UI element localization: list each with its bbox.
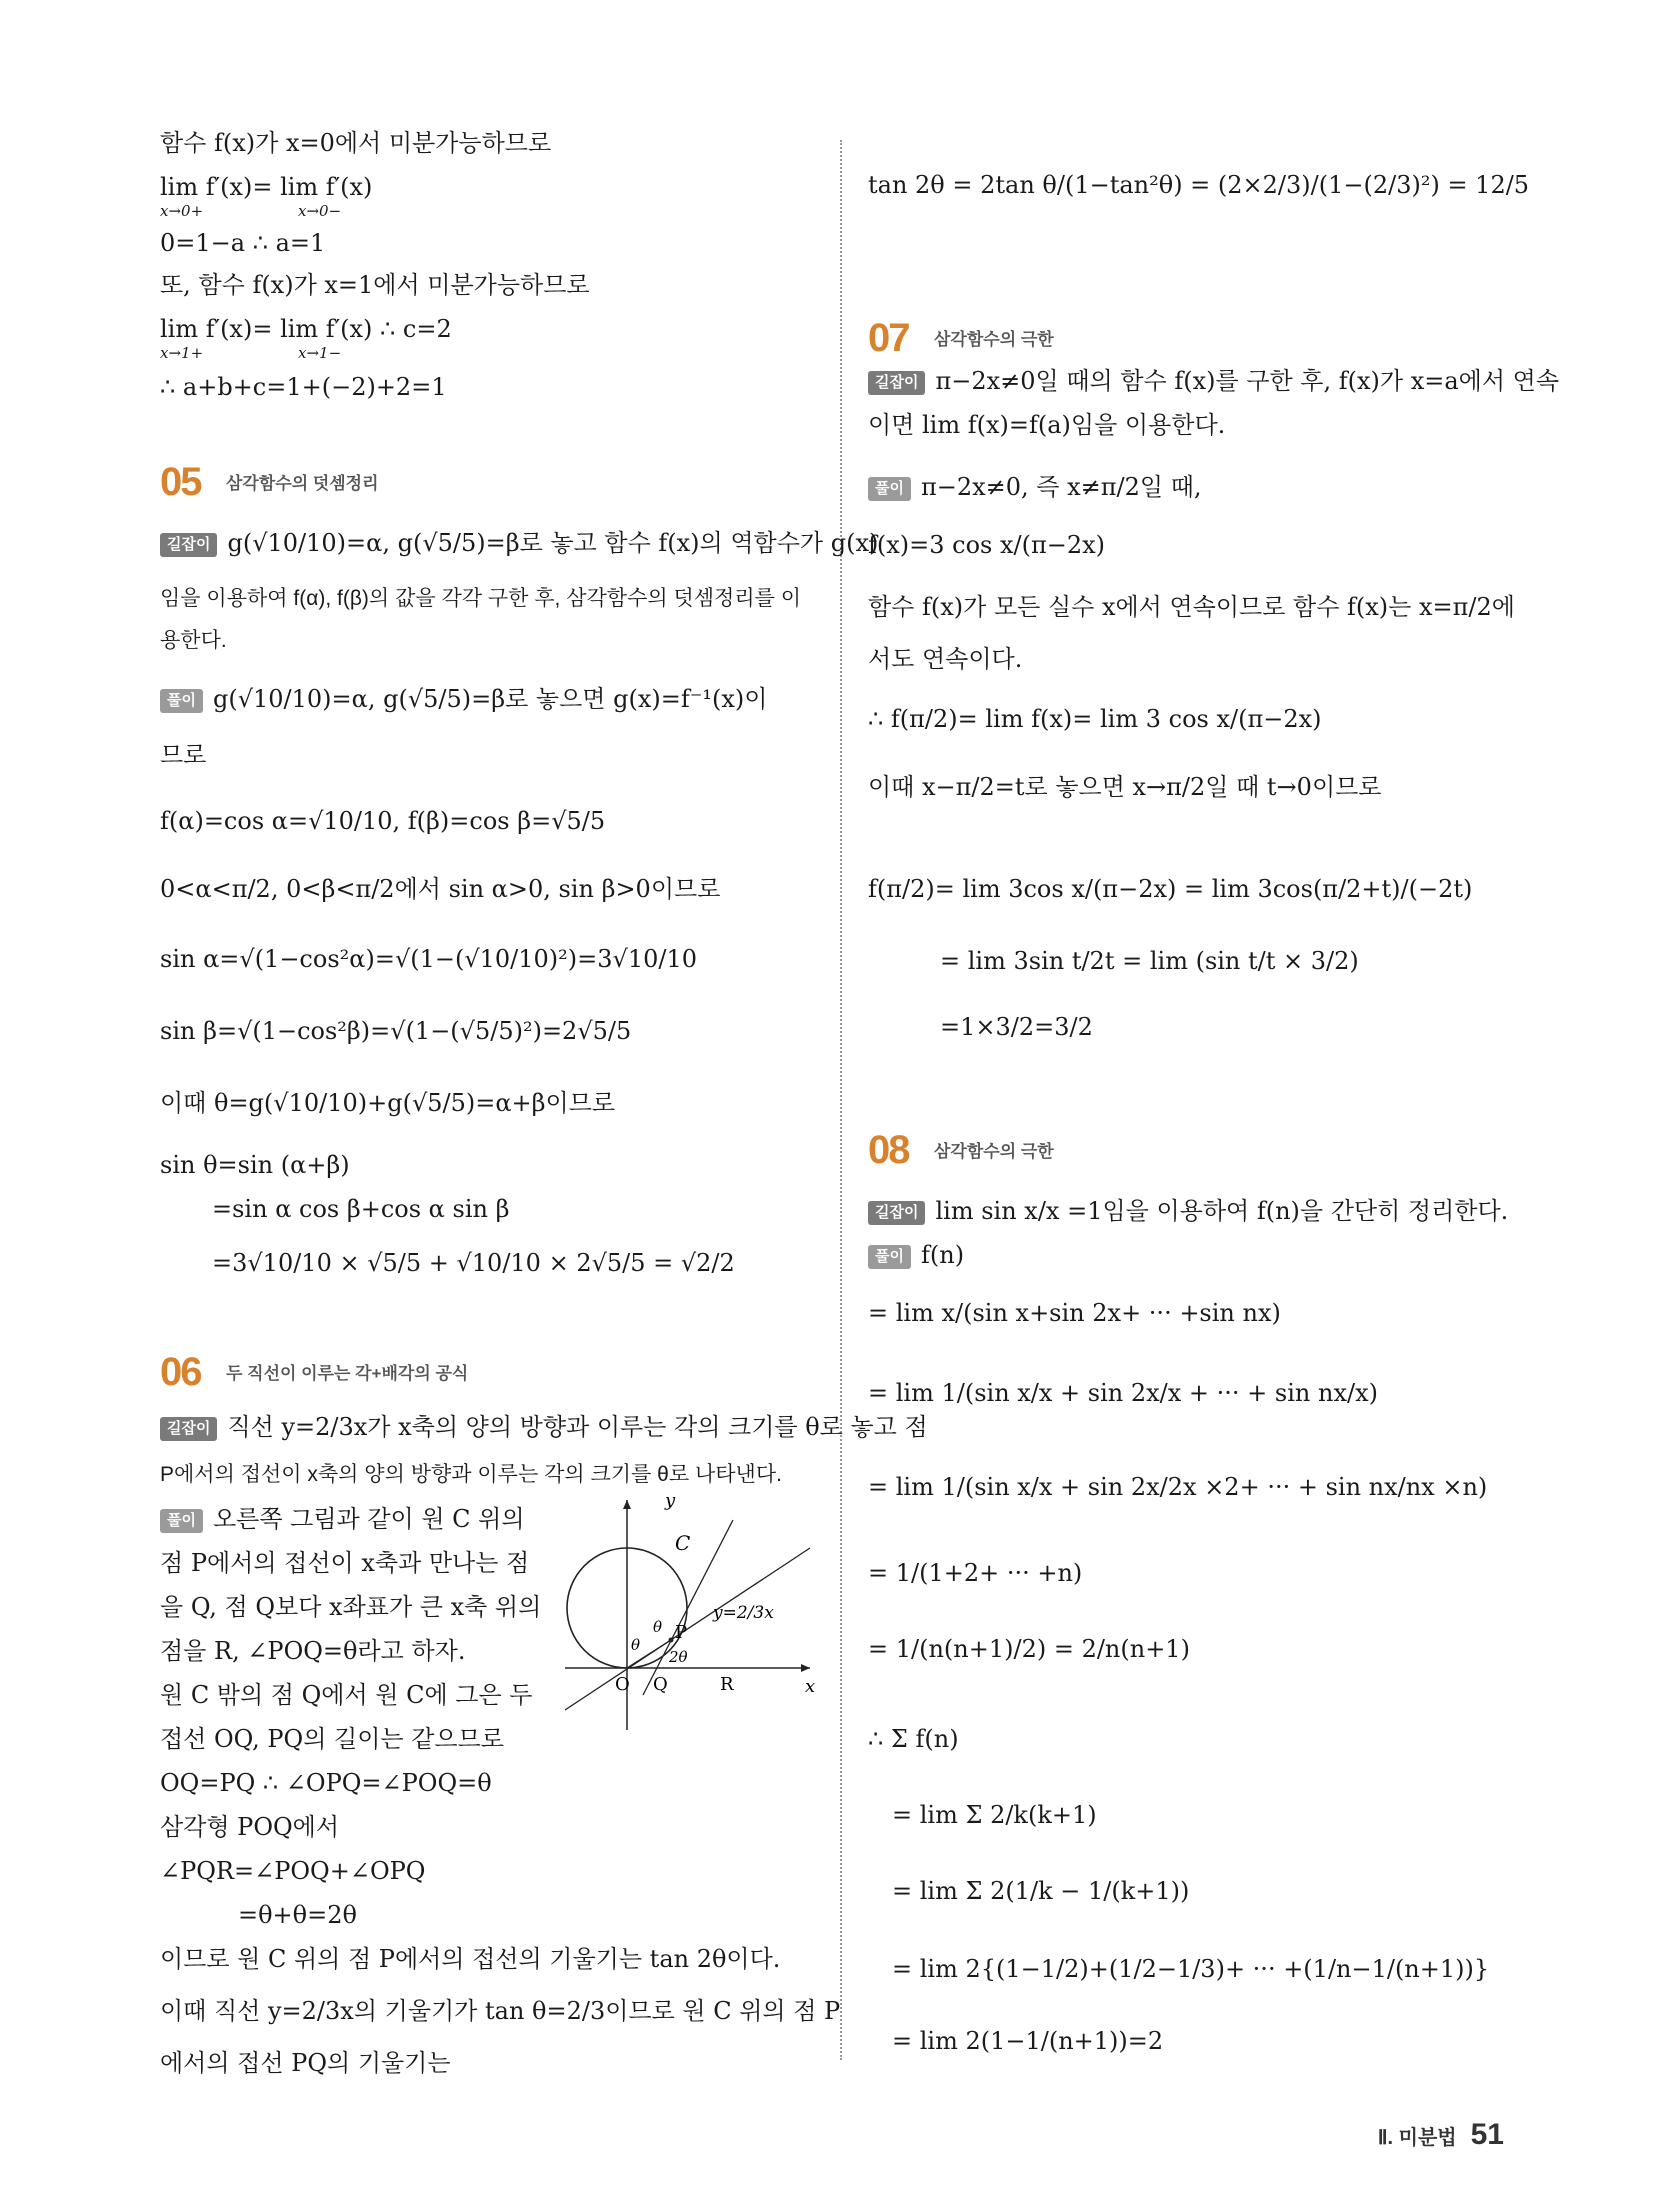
solution-tag: 풀이 — [868, 477, 911, 501]
solution-text: π−2x≠0, 즉 x≠π/2일 때, — [920, 473, 1202, 501]
equation: lim f′(x)= lim f′(x) ∴ c=2 — [160, 315, 452, 343]
text-line: 이때 직선 y=2/3x의 기울기가 tan θ=2/3이므로 원 C 위의 점 P — [160, 1997, 841, 2025]
label-theta: θ — [653, 1618, 663, 1636]
line-y-2-3x — [565, 1548, 810, 1710]
text-line: 서도 연속이다. — [868, 645, 1023, 673]
hint-text: 임을 이용하여 f(α), f(β)의 값을 각각 구한 후, 삼각함수의 덧셈정리를 이 — [160, 587, 802, 610]
section-title: 삼각함수의 덧셈정리 — [226, 474, 379, 493]
equation: = lim 1/(sin x/x + sin 2x/x + ··· + sin nx/x) — [868, 1379, 1378, 1407]
hint-text: 용한다. — [160, 629, 227, 652]
text-line: 점을 R, ∠POQ=θ라고 하자. — [160, 1637, 466, 1665]
equation: lim f′(x)= lim f′(x) — [160, 173, 373, 201]
hint-text: 이면 lim f(x)=f(a)임을 이용한다. — [868, 411, 1226, 439]
equation: = lim Σ 2(1/k − 1/(k+1)) — [892, 1877, 1190, 1905]
text-line: 함수 f(x)가 모든 실수 x에서 연속이므로 함수 f(x)는 x=π/2에 — [868, 593, 1515, 621]
equation: = 1/(n(n+1)/2) = 2/n(n+1) — [868, 1635, 1190, 1663]
label-q: Q — [653, 1674, 668, 1695]
column-divider — [840, 140, 842, 2060]
label-y: y — [665, 1490, 676, 1511]
hint-text: 직선 y=2/3x가 x축의 양의 방향과 이루는 각의 크기를 θ로 놓고 점 — [227, 1413, 928, 1441]
equation: sin θ=sin (α+β) — [160, 1151, 350, 1179]
hint-line — [868, 366, 1559, 396]
hint-tag: 길잡이 — [160, 533, 217, 557]
equation: f(α)=cos α=√10/10, f(β)=cos β=√5/5 — [160, 807, 606, 835]
equation: ∴ a+b+c=1+(−2)+2=1 — [160, 373, 447, 401]
equation: f(x)=3 cos x/(π−2x) — [868, 531, 1106, 559]
equation: = lim 3sin t/2t = lim (sin t/t × 3/2) — [940, 947, 1359, 975]
label-line: y=2/3x — [713, 1603, 774, 1623]
solution-tag: 풀이 — [160, 1509, 203, 1533]
solution-line — [160, 1504, 525, 1534]
lim-sub: x→0+ — [160, 202, 204, 220]
equation: OQ=PQ ∴ ∠OPQ=∠POQ=θ — [160, 1769, 492, 1797]
page-footer — [1378, 2118, 1504, 2152]
label-p: P — [675, 1622, 688, 1643]
equation: =1×3/2=3/2 — [940, 1013, 1093, 1041]
label-2theta: 2θ — [669, 1648, 688, 1666]
lim-sub: x→1− — [298, 344, 342, 362]
label-c: C — [675, 1531, 691, 1555]
equation: 0=1−a ∴ a=1 — [160, 229, 326, 257]
label-x: x — [805, 1676, 815, 1697]
text-line: 또, 함수 f(x)가 x=1에서 미분가능하므로 — [160, 271, 590, 299]
equation: 0<α<π/2, 0<β<π/2에서 sin α>0, sin β>0이므로 — [160, 875, 721, 903]
x-axis-arrow — [801, 1664, 810, 1672]
text-line: 에서의 접선 PQ의 기울기는 — [160, 2049, 451, 2077]
hint-text: lim sin x/x =1임을 이용하여 f(n)을 간단히 정리한다. — [935, 1197, 1509, 1225]
section-title: 삼각함수의 극한 — [934, 330, 1054, 349]
hint-line — [868, 1196, 1508, 1226]
section-number: 05 — [160, 460, 201, 504]
text-line: 이므로 원 C 위의 점 P에서의 접선의 기울기는 tan 2θ이다. — [160, 1945, 781, 1973]
equation: 이때 θ=g(√10/10)+g(√5/5)=α+β이므로 — [160, 1089, 616, 1117]
section-title: 삼각함수의 극한 — [934, 1142, 1054, 1161]
label-theta: θ — [631, 1636, 641, 1654]
text-line: 을 Q, 점 Q보다 x좌표가 큰 x축 위의 — [160, 1593, 542, 1621]
label-r: R — [720, 1674, 734, 1695]
equation: =θ+θ=2θ — [238, 1901, 357, 1929]
circle-tangent-figure — [565, 1490, 815, 1740]
text-line: 원 C 밖의 점 Q에서 원 C에 그은 두 — [160, 1681, 533, 1709]
equation: 이때 x−π/2=t로 놓으면 x→π/2일 때 t→0이므로 — [868, 773, 1382, 801]
section-title: 두 직선이 이루는 각+배각의 공식 — [226, 1364, 469, 1383]
hint-line — [160, 1412, 928, 1442]
text-line: 접선 OQ, PQ의 길이는 같으므로 — [160, 1725, 504, 1753]
y-axis-arrow — [623, 1500, 631, 1509]
solution-tag: 풀이 — [160, 689, 203, 713]
hint-text: π−2x≠0일 때의 함수 f(x)를 구한 후, f(x)가 x=a에서 연속 — [935, 367, 1560, 395]
solution-line — [160, 684, 767, 714]
hint-text: g(√10/10)=α, g(√5/5)=β로 놓고 함수 f(x)의 역함수가 g(x) — [227, 529, 879, 557]
equation: f(π/2)= lim 3cos x/(π−2x) = lim 3cos(π/2+t)/(−2t) — [868, 875, 1473, 903]
point-p — [669, 1638, 674, 1643]
equation: = lim 2{(1−1/2)+(1/2−1/3)+ ··· +(1/n−1/(n+1))} — [892, 1955, 1490, 1983]
text-line: 삼각형 POQ에서 — [160, 1813, 340, 1841]
section-number: 06 — [160, 1350, 201, 1394]
hint-line — [160, 528, 878, 558]
label-o: O — [615, 1674, 630, 1695]
equation: ∴ f(π/2)= lim f(x)= lim 3 cos x/(π−2x) — [868, 705, 1322, 733]
equation: = 1/(1+2+ ··· +n) — [868, 1559, 1083, 1587]
lim-sub: x→0− — [298, 202, 342, 220]
text-line: 므로 — [160, 741, 207, 769]
equation: =sin α cos β+cos α sin β — [212, 1195, 510, 1223]
equation: ∴ Σ f(n) — [868, 1725, 959, 1753]
solution-text: g(√10/10)=α, g(√5/5)=β로 놓으면 g(x)=f⁻¹(x)이 — [212, 685, 768, 713]
hint-tag: 길잡이 — [868, 1201, 925, 1225]
equation: =3√10/10 × √5/5 + √10/10 × 2√5/5 = √2/2 — [212, 1249, 735, 1277]
hint-tag: 길잡이 — [160, 1417, 217, 1441]
equation: ∠PQR=∠POQ+∠OPQ — [160, 1857, 426, 1885]
section-number: 07 — [868, 316, 909, 360]
solution-text: 오른쪽 그림과 같이 원 C 위의 — [212, 1505, 525, 1533]
equation: = lim 2(1−1/(n+1))=2 — [892, 2027, 1164, 2055]
equation: sin α=√(1−cos²α)=√(1−(√10/10)²)=3√10/10 — [160, 945, 697, 973]
text-line: 함수 f(x)가 x=0에서 미분가능하므로 — [160, 129, 552, 157]
equation: sin β=√(1−cos²β)=√(1−(√5/5)²)=2√5/5 — [160, 1017, 632, 1045]
page-number: 51 — [1470, 2118, 1504, 2151]
limit-line — [160, 172, 373, 220]
hint-text: P에서의 접선이 x축의 양의 방향과 이루는 각의 크기를 θ로 나타낸다. — [160, 1463, 782, 1486]
hint-tag: 길잡이 — [868, 371, 925, 395]
limit-line — [160, 314, 452, 362]
section-number: 08 — [868, 1128, 909, 1172]
solution-text: f(n) — [920, 1241, 965, 1269]
text-line: 점 P에서의 접선이 x축과 만나는 점 — [160, 1549, 530, 1577]
chapter-label: Ⅱ. 미분법 — [1377, 2127, 1457, 2149]
solution-line — [868, 1240, 964, 1270]
equation: tan 2θ = 2tan θ/(1−tan²θ) = (2×2/3)/(1−(2/3)²) = 12/5 — [868, 171, 1530, 199]
solution-tag: 풀이 — [868, 1245, 911, 1269]
equation: = lim 1/(sin x/x + sin 2x/2x ×2+ ··· + sin nx/nx ×n) — [868, 1473, 1488, 1501]
equation: = lim x/(sin x+sin 2x+ ··· +sin nx) — [868, 1299, 1281, 1327]
equation: = lim Σ 2/k(k+1) — [892, 1801, 1097, 1829]
solution-line — [868, 472, 1202, 502]
lim-sub: x→1+ — [160, 344, 204, 362]
